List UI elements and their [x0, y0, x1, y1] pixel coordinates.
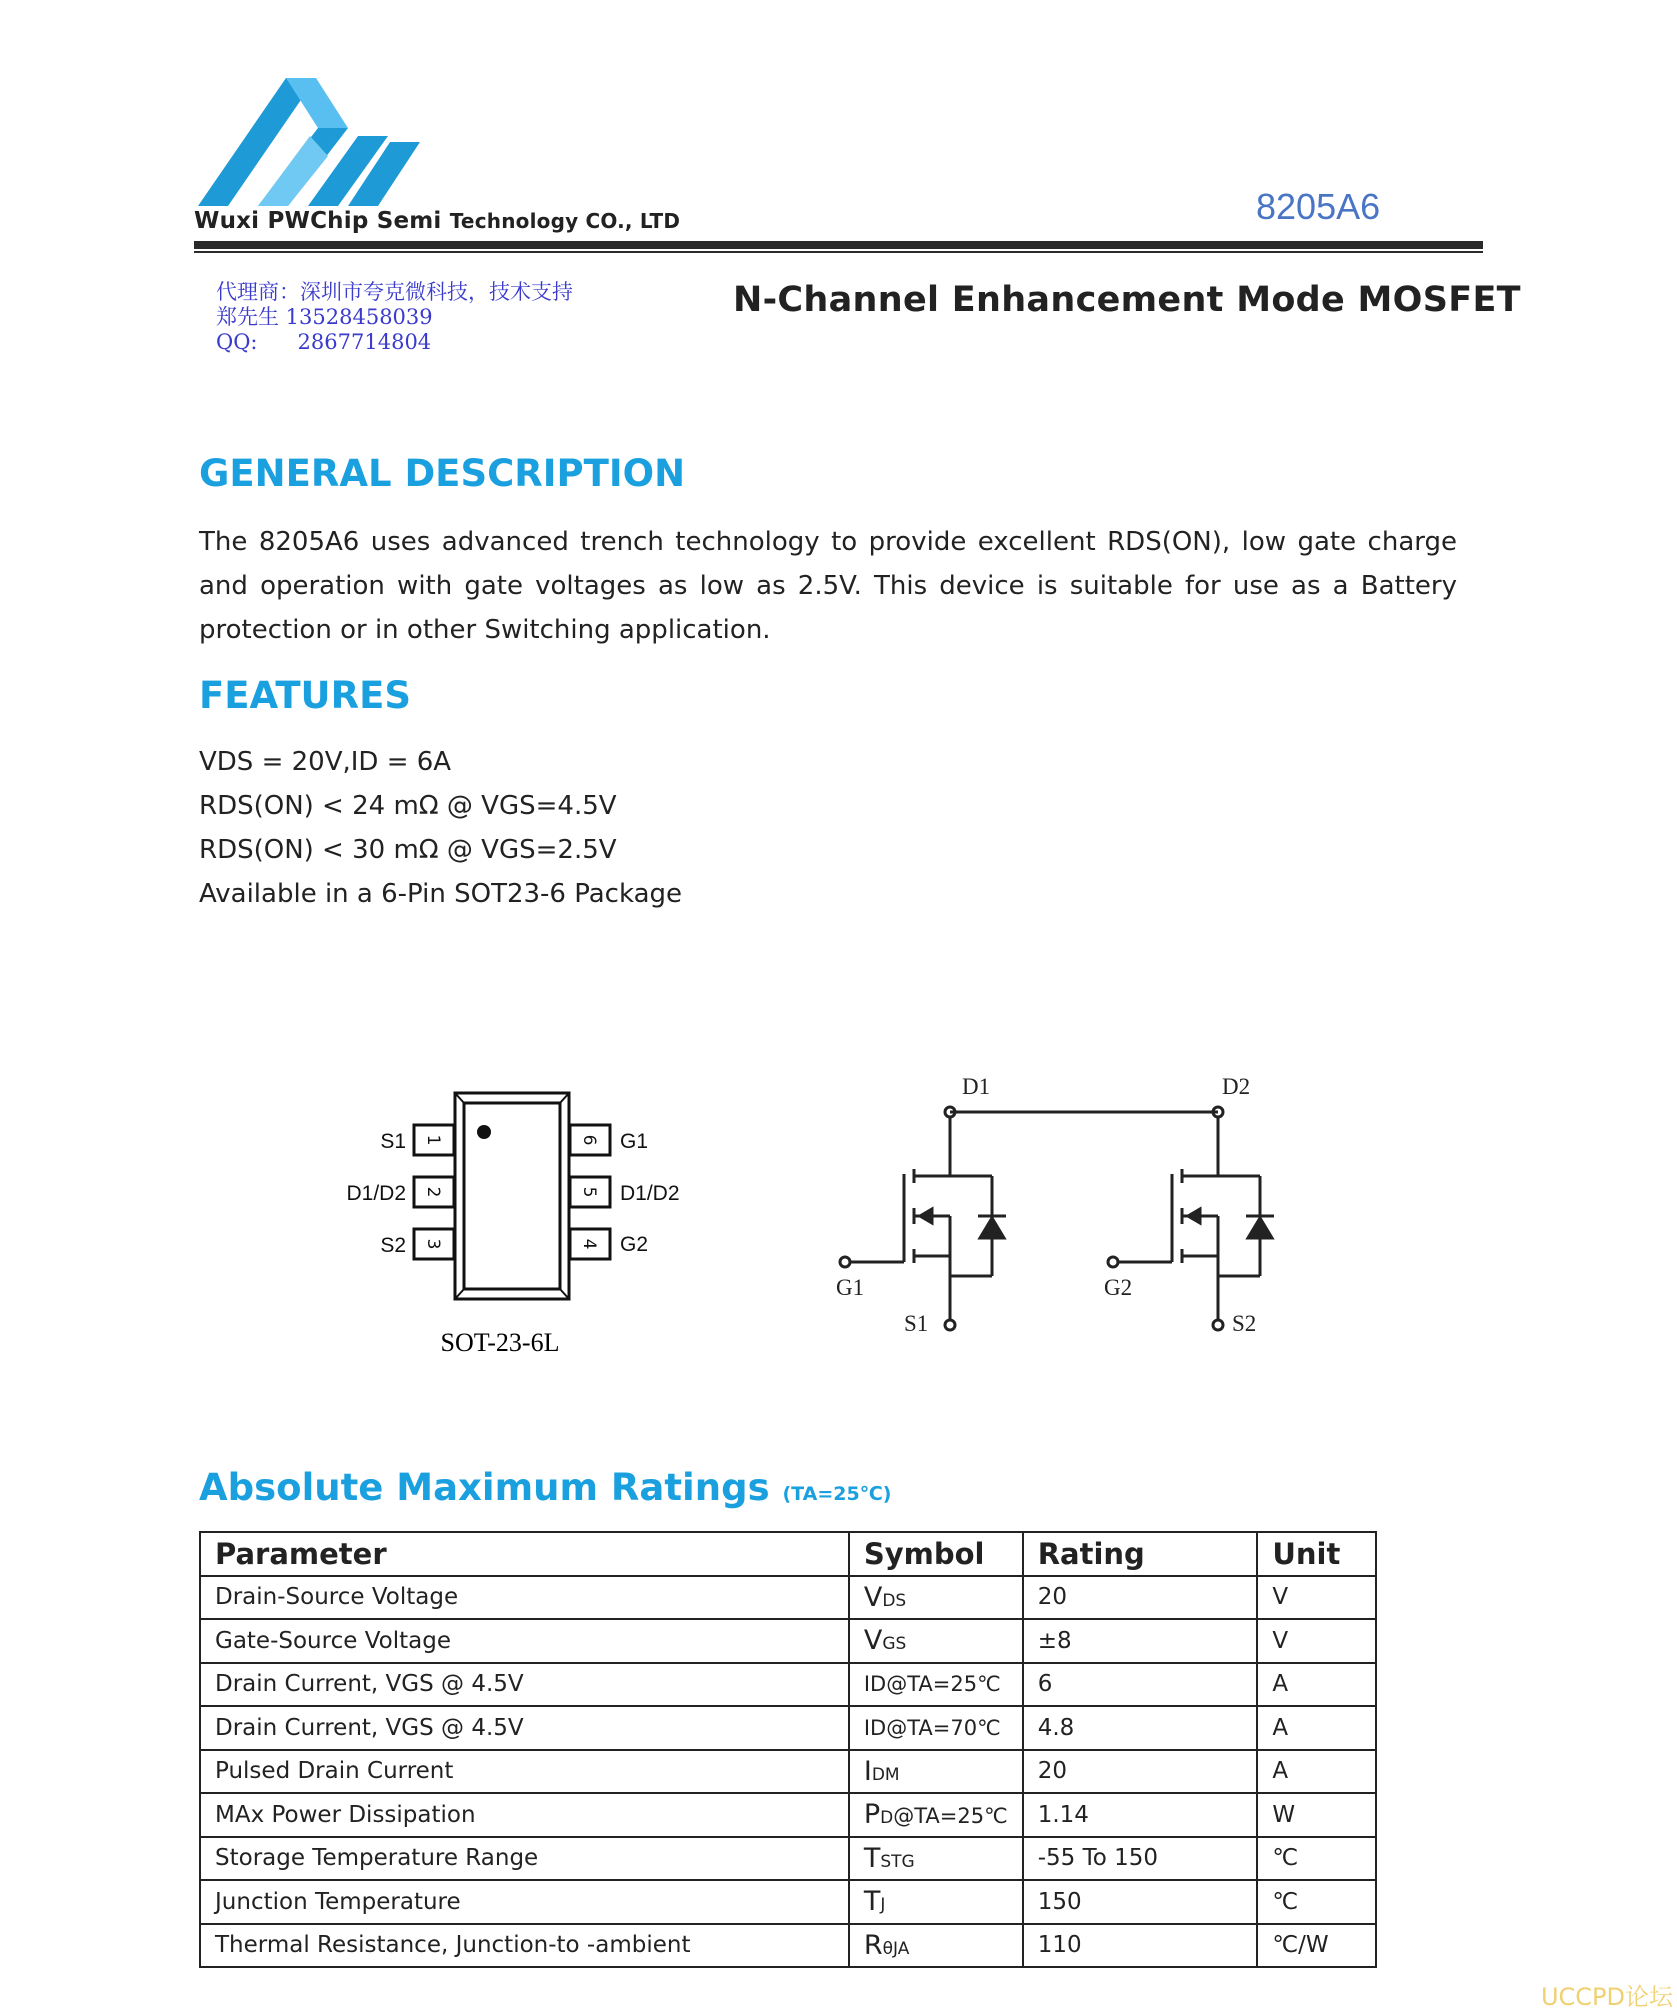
symbol-main: ID@TA=70℃	[863, 1715, 1001, 1740]
feature-item: Available in a 6-Pin SOT23-6 Package	[199, 879, 683, 909]
cell-symbol	[849, 1924, 1023, 1968]
pin-number: 6	[579, 1134, 599, 1146]
cell-unit: V	[1257, 1576, 1376, 1620]
cell-symbol	[849, 1750, 1023, 1794]
general-description-heading: GENERAL DESCRIPTION	[199, 452, 686, 495]
table-row	[200, 1619, 1376, 1663]
feature-item: RDS(ON) < 30 mΩ @ VGS=2.5V	[199, 835, 617, 865]
cell-rating: 20	[1023, 1576, 1258, 1620]
sot23-6-package-diagram	[330, 1085, 710, 1365]
table-row	[200, 1663, 1376, 1707]
column-header: Parameter	[200, 1532, 849, 1576]
feature-item: RDS(ON) < 24 mΩ @ VGS=4.5V	[199, 791, 617, 821]
node-g1: G1	[836, 1275, 865, 1300]
cell-parameter: Drain-Source Voltage	[200, 1576, 849, 1620]
ratings-heading-text: Absolute Maximum Ratings	[199, 1466, 770, 1509]
agent-line: 郑先生 13528458039	[216, 305, 433, 329]
cell-parameter: MAx Power Dissipation	[200, 1793, 849, 1837]
general-description-text: The 8205A6 uses advanced trench technology to provide excellent RDS(ON), low gate charge and operation with gate voltages as low as 2.5V. This device is suitable for use as a Battery protection or in other Switching application.	[199, 527, 1457, 645]
symbol-sub: STG	[880, 1851, 915, 1872]
table-row	[200, 1837, 1376, 1881]
cell-unit: A	[1257, 1663, 1376, 1707]
pin-label-s2: S2	[380, 1234, 406, 1257]
pin-label-s1: S1	[380, 1130, 406, 1153]
node-d2: D2	[1222, 1074, 1251, 1099]
header-rule-thin	[194, 251, 1483, 253]
symbol-sub: D	[880, 1808, 894, 1829]
symbol-main: I	[863, 1755, 872, 1787]
cell-symbol	[849, 1837, 1023, 1881]
table-row	[200, 1706, 1376, 1750]
symbol-tail: @TA=25℃	[893, 1804, 1008, 1829]
pin-number: 1	[423, 1134, 443, 1146]
header-rule	[194, 241, 1483, 249]
symbol-sub: GS	[882, 1634, 907, 1655]
symbol-main: T	[863, 1886, 881, 1918]
cell-unit: ℃/W	[1257, 1924, 1376, 1968]
pin-label-d1d2-right: D1/D2	[620, 1182, 680, 1205]
table-row	[200, 1880, 1376, 1924]
symbol-main: V	[863, 1581, 883, 1613]
table-row	[200, 1750, 1376, 1794]
agent-line: 代理商：深圳市夸克微科技，技术支持	[216, 280, 573, 304]
cell-rating: 150	[1023, 1880, 1258, 1924]
cell-symbol	[849, 1880, 1023, 1924]
table-row	[200, 1793, 1376, 1837]
cell-unit: V	[1257, 1619, 1376, 1663]
ratings-heading	[199, 1466, 891, 1509]
column-header: Rating	[1023, 1532, 1258, 1576]
pin-label-g1: G1	[620, 1130, 649, 1153]
company-name-suffix: Technology CO., LTD	[449, 209, 681, 233]
cell-parameter: Storage Temperature Range	[200, 1837, 849, 1881]
pin-number: 4	[579, 1238, 599, 1250]
watermark: UCCPD论坛	[1540, 1983, 1673, 2011]
node-s1: S1	[904, 1311, 929, 1336]
features-list	[199, 740, 682, 916]
cell-rating: ±8	[1023, 1619, 1258, 1663]
node-d1: D1	[962, 1074, 991, 1099]
part-number: 8205A6	[1256, 186, 1381, 227]
company-name-main: Wuxi PWChip Semi	[194, 208, 442, 234]
symbol-main: V	[863, 1625, 883, 1657]
table-row	[200, 1576, 1376, 1620]
cell-symbol	[849, 1663, 1023, 1707]
features-heading: FEATURES	[199, 674, 412, 717]
symbol-main: R	[863, 1929, 883, 1961]
cell-unit: ℃	[1257, 1880, 1376, 1924]
company-logo	[198, 76, 428, 208]
feature-item: VDS = 20V,ID = 6A	[199, 747, 452, 777]
cell-parameter: Drain Current, VGS @ 4.5V	[200, 1663, 849, 1707]
cell-parameter: Pulsed Drain Current	[200, 1750, 849, 1794]
cell-parameter: Junction Temperature	[200, 1880, 849, 1924]
agent-info	[216, 280, 573, 355]
symbol-main: ID@TA=25℃	[863, 1672, 1001, 1697]
cell-unit: A	[1257, 1706, 1376, 1750]
cell-rating: 1.14	[1023, 1793, 1258, 1837]
cell-rating: 4.8	[1023, 1706, 1258, 1750]
cell-rating: 110	[1023, 1924, 1258, 1968]
absolute-max-ratings-table	[199, 1531, 1377, 1968]
cell-symbol	[849, 1619, 1023, 1663]
cell-rating: 6	[1023, 1663, 1258, 1707]
pin-number: 2	[423, 1186, 443, 1198]
symbol-main: P	[863, 1799, 881, 1831]
cell-rating: 20	[1023, 1750, 1258, 1794]
node-s2: S2	[1232, 1311, 1257, 1336]
pin-label-d1d2-left: D1/D2	[346, 1182, 406, 1205]
cell-symbol	[849, 1576, 1023, 1620]
cell-symbol	[849, 1793, 1023, 1837]
pin-number: 3	[423, 1238, 443, 1250]
node-g2: G2	[1104, 1275, 1133, 1300]
symbol-main: T	[863, 1842, 881, 1874]
symbol-sub: J	[880, 1895, 886, 1916]
ratings-condition: (TA=25℃)	[782, 1483, 892, 1505]
symbol-sub: DS	[882, 1590, 907, 1611]
column-header: Symbol	[849, 1532, 1023, 1576]
cell-symbol	[849, 1706, 1023, 1750]
column-header: Unit	[1257, 1532, 1376, 1576]
document-subtitle: N-Channel Enhancement Mode MOSFET	[733, 280, 1521, 320]
pin-number: 5	[579, 1186, 599, 1198]
company-name	[194, 208, 680, 234]
symbol-sub: θJA	[882, 1938, 910, 1959]
package-label: SOT-23-6L	[440, 1328, 560, 1357]
cell-unit: ℃	[1257, 1837, 1376, 1881]
table-row	[200, 1924, 1376, 1968]
cell-rating: -55 To 150	[1023, 1837, 1258, 1881]
pin-label-g2: G2	[620, 1233, 649, 1256]
cell-parameter: Thermal Resistance, Junction-to -ambient	[200, 1924, 849, 1968]
cell-parameter: Gate-Source Voltage	[200, 1619, 849, 1663]
table-header-row	[200, 1532, 1376, 1576]
cell-unit: W	[1257, 1793, 1376, 1837]
cell-unit: A	[1257, 1750, 1376, 1794]
agent-line: QQ: 2867714804	[216, 330, 432, 354]
symbol-sub: DM	[871, 1764, 900, 1785]
cell-parameter: Drain Current, VGS @ 4.5V	[200, 1706, 849, 1750]
mosfet-schematic	[822, 1066, 1292, 1346]
